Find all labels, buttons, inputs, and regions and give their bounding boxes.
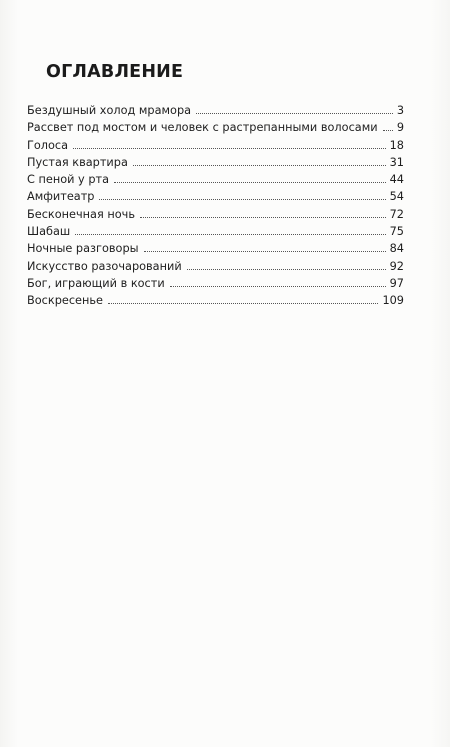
toc-entry-page: 92 [389, 259, 404, 273]
dot-leader [99, 199, 385, 200]
toc-entry-title: Шабаш [27, 225, 71, 239]
dot-leader [114, 182, 386, 183]
toc-entry-title: Пустая квартира [27, 155, 128, 169]
toc-entry [27, 206, 404, 223]
toc-entry [27, 119, 404, 136]
toc-entry-page: 31 [389, 155, 404, 169]
toc-entry-page: 9 [396, 121, 404, 135]
toc-entry-title: Бесконечная ночь [27, 207, 135, 221]
toc-entry [27, 258, 404, 275]
toc-entry [27, 102, 404, 119]
toc-entry-title: Искусство разочарований [27, 259, 182, 273]
toc-entry [27, 223, 404, 240]
dot-leader [73, 148, 386, 149]
toc-entry-page: 18 [389, 138, 404, 152]
dot-leader [196, 113, 393, 114]
toc-entry [27, 240, 404, 257]
toc-entry-page: 109 [382, 294, 404, 308]
toc-entry [27, 154, 404, 171]
toc-entry-title: Ночные разговоры [27, 242, 139, 256]
dot-leader [187, 269, 386, 270]
toc-entry [27, 171, 404, 188]
toc-entry-title: Бездушный холод мрамора [27, 104, 192, 117]
toc-entry-title: Голоса [27, 138, 69, 152]
dot-leader [133, 165, 386, 166]
toc-entry-page: 75 [389, 225, 404, 239]
toc-entry-title: Рассвет под мостом и человек с растрепанными волосами [27, 121, 378, 135]
toc-entry-page: 72 [389, 207, 404, 221]
toc-entry [27, 188, 404, 205]
toc-entry [27, 292, 404, 309]
dot-leader [108, 303, 378, 304]
toc-entry-title: С пеной у рта [27, 173, 109, 187]
toc-heading: ОГЛАВЛЕНИЕ [46, 62, 184, 82]
toc-entry-page: 3 [396, 104, 404, 117]
dot-leader [170, 286, 386, 287]
dot-leader [383, 130, 393, 131]
toc-entry [27, 137, 404, 154]
dot-leader [144, 251, 386, 252]
dot-leader [140, 217, 386, 218]
toc-entry-page: 54 [389, 190, 404, 204]
toc-entry [27, 275, 404, 292]
toc-entry-page: 44 [389, 173, 404, 187]
toc-entry-page: 84 [389, 242, 404, 256]
dot-leader [75, 234, 385, 235]
toc-entry-title: Амфитеатр [27, 190, 95, 204]
table-of-contents [27, 102, 404, 310]
toc-entry-page: 97 [389, 276, 404, 290]
toc-entry-title: Бог, играющий в кости [27, 276, 165, 290]
toc-entry-title: Воскресенье [27, 294, 103, 308]
